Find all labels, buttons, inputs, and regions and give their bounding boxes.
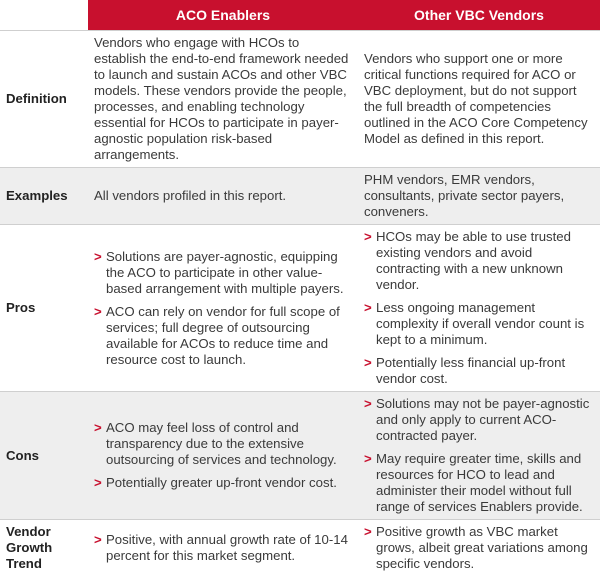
bullet-icon: > <box>364 396 372 412</box>
list-item-text: Less ongoing management complexity if overall vendor count is kept to a minimum. <box>376 300 584 347</box>
list-item <box>94 420 352 468</box>
cons-vbc-list <box>364 396 594 515</box>
row-vendor-growth-trend <box>0 520 600 576</box>
list-item <box>94 304 352 368</box>
row-label-cons: Cons <box>0 392 88 520</box>
header-other-vbc-vendors: Other VBC Vendors <box>358 0 600 31</box>
bullet-icon: > <box>364 355 372 371</box>
list-item-text: Positive growth as VBC market grows, albeit great variations among specific vendors. <box>376 524 588 571</box>
header-row <box>0 0 600 31</box>
corner-cell <box>0 0 88 31</box>
list-item-text: Positive, with annual growth rate of 10-14 percent for this market segment. <box>106 532 348 563</box>
header-aco-enablers: ACO Enablers <box>88 0 358 31</box>
bullet-icon: > <box>364 300 372 316</box>
growth-vbc <box>358 520 600 576</box>
growth-vbc-list <box>364 524 594 572</box>
list-item <box>94 475 352 491</box>
definition-aco: Vendors who engage with HCOs to establish the end-to-end framework needed to launch and sustain ACOs and other VBC models. These vendors provide the people, processes, and enabling technology essential for HCOs to participate in payer-agnostic population risk-based arrangements. <box>88 31 358 168</box>
cons-aco-list <box>94 420 352 491</box>
list-item <box>364 524 594 572</box>
list-item-text: HCOs may be able to use trusted existing vendors and avoid contracting with a new unknown vendor. <box>376 229 571 292</box>
bullet-icon: > <box>364 451 372 467</box>
cons-aco <box>88 392 358 520</box>
list-item <box>364 300 594 348</box>
bullet-icon: > <box>94 249 102 265</box>
list-item-text: ACO may feel loss of control and transparency due to the extensive outsourcing of services and technology. <box>106 420 337 467</box>
list-item-text: Solutions are payer-agnostic, equipping the ACO to participate in other value-based arrangement with multiple payers. <box>106 249 344 296</box>
bullet-icon: > <box>364 524 372 540</box>
row-examples <box>0 168 600 225</box>
row-cons <box>0 392 600 520</box>
bullet-icon: > <box>94 304 102 320</box>
examples-vbc: PHM vendors, EMR vendors, consultants, private sector payers, conveners. <box>358 168 600 225</box>
pros-vbc-list <box>364 229 594 387</box>
list-item <box>94 249 352 297</box>
row-label-definition: Definition <box>0 31 88 168</box>
list-item-text: May require greater time, skills and resources for HCO to lead and administer their model without full range of services Enablers provide. <box>376 451 583 514</box>
bullet-icon: > <box>94 532 102 548</box>
growth-aco-list <box>94 532 352 564</box>
pros-aco <box>88 225 358 392</box>
pros-vbc <box>358 225 600 392</box>
list-item <box>364 396 594 444</box>
list-item-text: Solutions may not be payer-agnostic and only apply to current ACO-contracted payer. <box>376 396 589 443</box>
list-item <box>364 451 594 515</box>
list-item-text: Potentially less financial up-front vendor cost. <box>376 355 565 386</box>
pros-aco-list <box>94 249 352 368</box>
row-label-examples: Examples <box>0 168 88 225</box>
row-definition <box>0 31 600 168</box>
row-label-pros: Pros <box>0 225 88 392</box>
row-label-vendor-growth-trend: Vendor Growth Trend <box>0 520 88 576</box>
bullet-icon: > <box>94 420 102 436</box>
list-item <box>94 532 352 564</box>
examples-aco: All vendors profiled in this report. <box>88 168 358 225</box>
bullet-icon: > <box>94 475 102 491</box>
list-item <box>364 229 594 293</box>
list-item-text: Potentially greater up-front vendor cost. <box>106 475 337 490</box>
list-item-text: ACO can rely on vendor for full scope of services; full degree of outsourcing available for ACOs to reduce time and resource cost to launch. <box>106 304 340 367</box>
list-item <box>364 355 594 387</box>
definition-vbc: Vendors who support one or more critical functions required for ACO or VBC deployment, but do not support the full breadth of competencies outlined in the ACO Core Competency Model as defined in this report. <box>358 31 600 168</box>
row-pros <box>0 225 600 392</box>
cons-vbc <box>358 392 600 520</box>
bullet-icon: > <box>364 229 372 245</box>
growth-aco <box>88 520 358 576</box>
